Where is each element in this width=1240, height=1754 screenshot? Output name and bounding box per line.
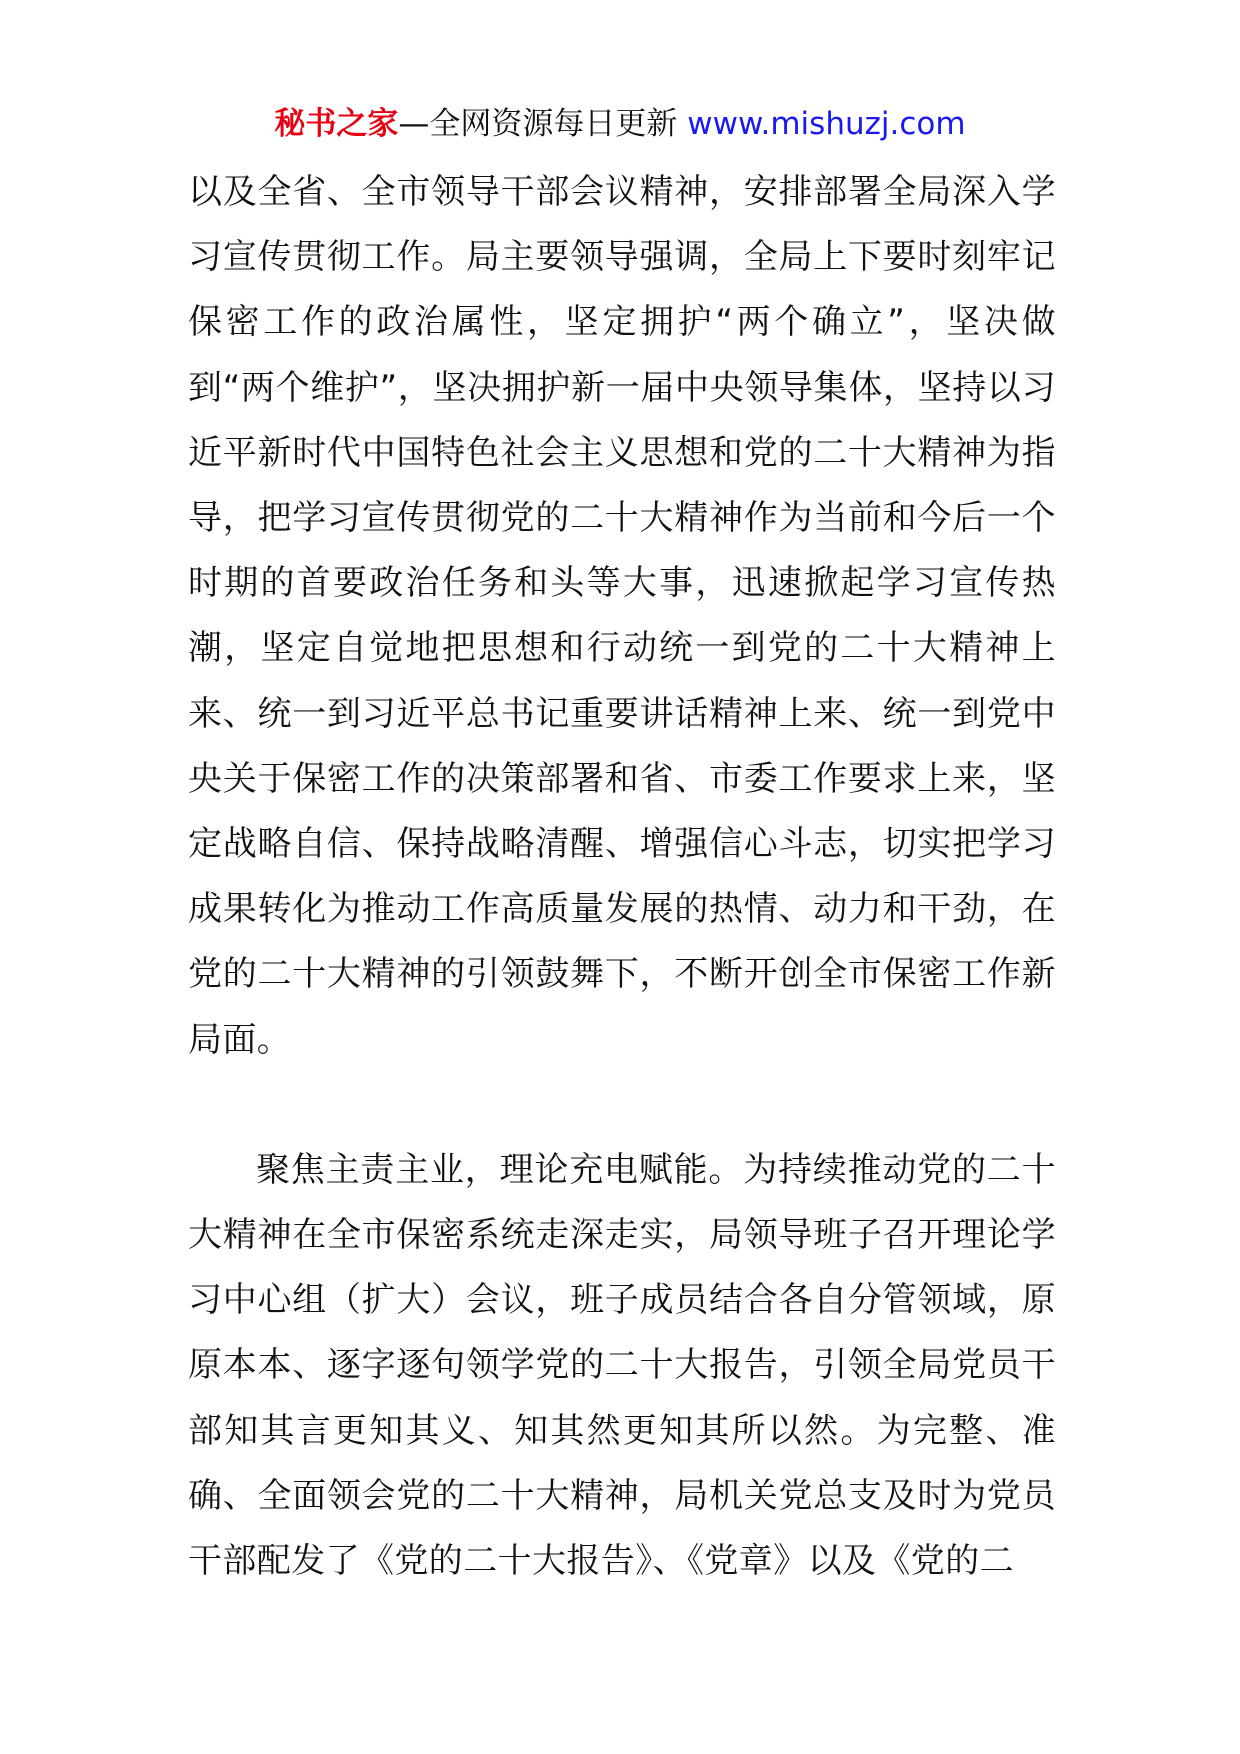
- document-body: [188, 160, 1056, 1594]
- header-tagline: —全网资源每日更新: [398, 106, 688, 142]
- page-header: [0, 100, 1240, 148]
- paragraph-theory-learning: 聚焦主责主业，理论充电赋能。为持续推动党的二十大精神在全市保密系统走深走实，局领导班子召开理论学习中心组（扩大）会议，班子成员结合各自分管领域，原原本本、逐字逐句领学党的二十大报告，引领全局党员干部知其言更知其义、知其然更知其所以然。为完整、准确、全面领会党的二十大精神，局机关党总支及时为党员干部配发了《党的二十大报告》、《党章》以及《党的二: [188, 1149, 1056, 1582]
- header-brand: 秘书之家: [274, 106, 399, 142]
- paragraph-continuation: 以及全省、全市领导干部会议精神，安排部署全局深入学习宣传贯彻工作。局主要领导强调，全局上下要时刻牢记保密工作的政治属性，坚定拥护“两个确立”，坚决做到“两个维护”，坚决拥护新一届中央领导集体，坚持以习近平新时代中国特色社会主义思想和党的二十大精神为指导，把学习宣传贯彻党的二十大精神作为当前和今后一个时期的首要政治任务和头等大事，迅速掀起学习宣传热潮，坚定自觉地把思想和行动统一到党的二十大精神上来、统一到习近平总书记重要讲话精神上来、统一到党中央关于保密工作的决策部署和省、市委工作要求上来，坚定战略自信、保持战略清醒、增强信心斗志，切实把学习成果转化为推动工作高质量发展的热情、动力和干劲，在党的二十大精神的引领鼓舞下，不断开创全市保密工作新局面。: [188, 172, 1056, 1060]
- header-url-link[interactable]: www.mishuzj.com: [687, 106, 966, 142]
